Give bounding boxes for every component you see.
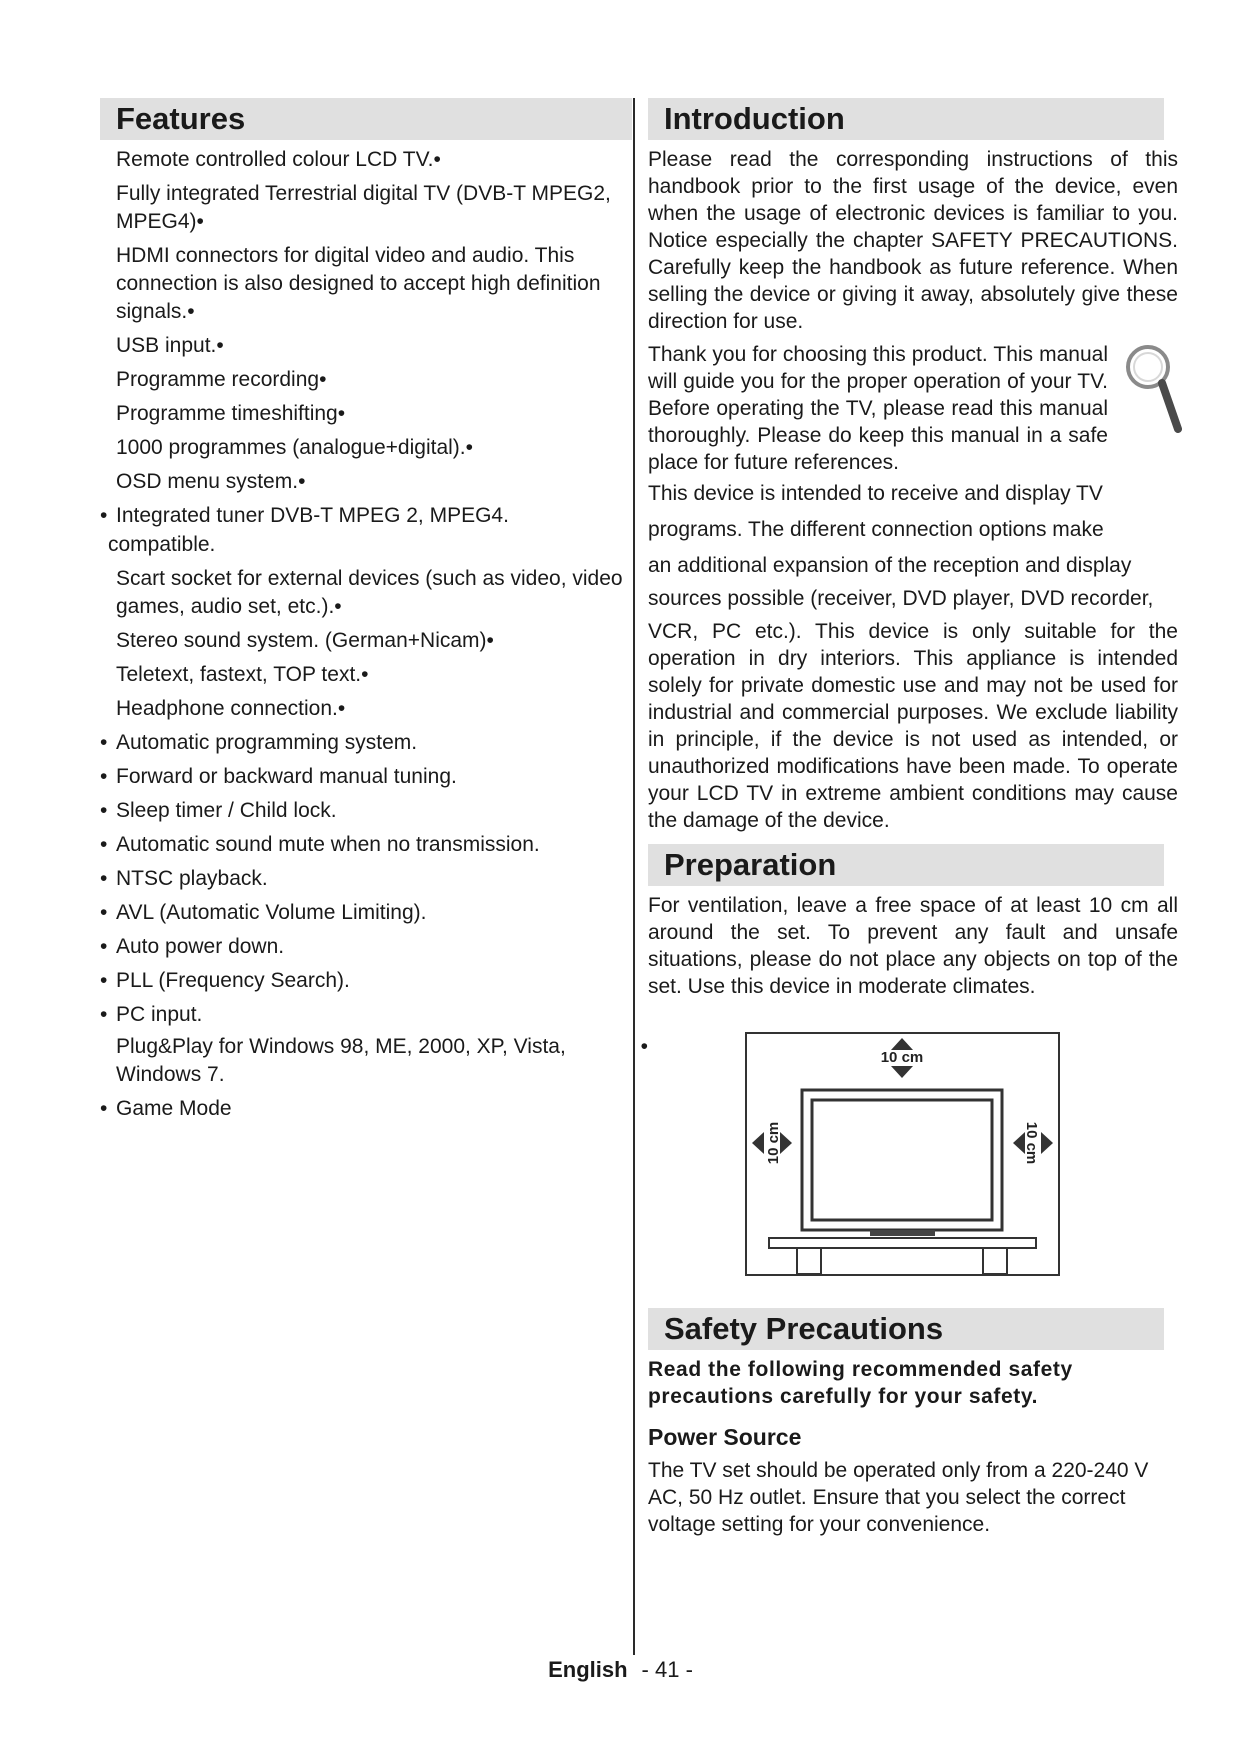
intro-paragraph-6: sources possible (receiver, DVD player, DVD recorder, xyxy=(648,587,1154,610)
feature-item xyxy=(100,366,632,394)
feature-item xyxy=(100,729,632,757)
feature-item xyxy=(100,933,632,961)
feature-text: Automatic programming system. xyxy=(116,731,418,754)
feature-item xyxy=(100,967,632,995)
magnifier-icon xyxy=(1122,341,1182,433)
feature-item xyxy=(100,899,632,927)
feature-item xyxy=(100,468,632,496)
feature-text: Programme timeshifting xyxy=(116,402,338,425)
feature-item xyxy=(100,831,632,859)
feature-text: Forward or backward manual tuning. xyxy=(116,765,457,788)
power-source-text: The TV set should be operated only from a 220-240 V AC, 50 Hz outlet. Ensure that you select the correct voltage setting for your convenience. xyxy=(648,1459,1149,1536)
feature-item xyxy=(100,242,632,326)
feature-text: PC input. xyxy=(116,1003,203,1026)
right-column xyxy=(648,98,1178,1538)
feature-text: Headphone connection. xyxy=(116,697,338,720)
feature-text: compatible. xyxy=(108,533,216,556)
feature-text: Fully integrated Terrestrial digital TV (DVB-T MPEG2, MPEG4) xyxy=(116,182,611,233)
feature-text: Plug&Play for Windows 98, ME, 2000, XP, Vista, Windows 7. xyxy=(116,1035,566,1086)
feature-item xyxy=(100,146,632,174)
intro-thanks-block xyxy=(648,341,1178,476)
top-clearance-label: 10 cm xyxy=(880,1049,924,1066)
bullet-mark: • xyxy=(433,148,441,171)
feature-item xyxy=(100,180,632,236)
tv-clearance-diagram xyxy=(745,1032,1060,1276)
feature-item xyxy=(100,1095,632,1123)
bullet-mark: • xyxy=(319,368,327,391)
intro-paragraph-4: programs. The different connection options make xyxy=(648,518,1104,541)
feature-text: PLL (Frequency Search). xyxy=(116,969,350,992)
intro-paragraph-7: VCR, PC etc.). This device is only suitable for the operation in dry interiors. This appliance is intended solely for private domestic use and may not be used for industrial and commercial purposes. We exclude liability in principle, if the device is not used as intended, or unauthorized modifications have been made. To operate your LCD TV in extreme ambient conditions may cause the damage of the device. xyxy=(648,620,1178,832)
feature-item xyxy=(100,1001,632,1029)
feature-text: Auto power down. xyxy=(116,935,285,958)
feature-text: USB input. xyxy=(116,334,217,357)
ventilation-figure xyxy=(745,1032,1060,1276)
preparation-text: For ventilation, leave a free space of at least 10 cm all around the set. To prevent any fault and unsafe situations, please do not place any objects on top of the set. Use this device in moderate climates. xyxy=(648,894,1178,998)
feature-text: Scart socket for external devices (such as video, video games, audio set, etc.). xyxy=(116,567,623,618)
feature-text: 1000 programmes (analogue+digital). xyxy=(116,436,466,459)
bullet-mark: • xyxy=(187,300,195,323)
bullet-mark: • xyxy=(361,663,369,686)
feature-item xyxy=(100,695,632,723)
power-source-heading: Power Source xyxy=(648,1424,802,1450)
introduction-heading: Introduction xyxy=(648,98,1164,140)
page-footer xyxy=(0,1657,1241,1683)
feature-item xyxy=(100,1033,648,1089)
intro-paragraph-2: Thank you for choosing this product. This manual will guide you for the proper operation of your TV. Before operating the TV, please read this manual thoroughly. Please do keep this manual in a safe place for future references. xyxy=(648,343,1108,474)
bullet-mark: • xyxy=(334,595,342,618)
feature-text: OSD menu system. xyxy=(116,470,299,493)
feature-text: Game Mode xyxy=(116,1097,232,1120)
feature-text: Automatic sound mute when no transmission. xyxy=(116,833,540,856)
feature-item xyxy=(100,865,632,893)
features-list xyxy=(100,146,648,1123)
feature-item xyxy=(100,531,632,559)
bullet-mark: • xyxy=(298,470,306,493)
bullet-mark: • xyxy=(337,402,346,425)
bullet-mark: • xyxy=(640,1035,648,1058)
feature-item xyxy=(100,627,632,655)
feature-text: Programme recording xyxy=(116,368,320,391)
bullet-mark: • xyxy=(465,436,473,459)
feature-item xyxy=(100,661,632,689)
feature-item xyxy=(100,434,632,462)
feature-text: Integrated tuner DVB-T MPEG 2, MPEG4. xyxy=(116,504,509,527)
bullet-mark: • xyxy=(486,629,494,652)
feature-item xyxy=(100,502,632,530)
intro-paragraph-5: an additional expansion of the reception and display xyxy=(648,554,1132,577)
feature-item xyxy=(100,400,632,428)
preparation-heading: Preparation xyxy=(648,844,1164,886)
feature-text: NTSC playback. xyxy=(116,867,268,890)
feature-text: Teletext, fastext, TOP text. xyxy=(116,663,362,686)
feature-item xyxy=(100,763,632,791)
feature-text: HDMI connectors for digital video and audio. This connection is also designed to accept high definition signals. xyxy=(116,244,601,323)
column-divider xyxy=(633,98,635,1655)
bullet-mark: • xyxy=(337,697,346,720)
feature-text: Stereo sound system. (German+Nicam) xyxy=(116,629,487,652)
footer-language: English xyxy=(548,1657,628,1682)
left-clearance-label: 10 cm xyxy=(765,1121,782,1165)
safety-heading: Safety Precautions xyxy=(648,1308,1164,1350)
intro-paragraph-1: Please read the corresponding instructions of this handbook prior to the first usage of the device, even when the usage of electronic devices is familiar to you. Notice especially the chapter SAFETY PRECAUTIONS. Carefully keep the handbook as future reference. When selling the device or giving it away, absolutely give these direction for use. xyxy=(648,148,1178,333)
feature-item xyxy=(100,565,632,621)
feature-text: Sleep timer / Child lock. xyxy=(116,799,337,822)
feature-item xyxy=(100,797,632,825)
right-clearance-label: 10 cm xyxy=(1023,1121,1040,1165)
bullet-mark: • xyxy=(196,210,204,233)
safety-lead: Read the following recommended safety precautions carefully for your safety. xyxy=(648,1358,1073,1408)
feature-text: AVL (Automatic Volume Limiting). xyxy=(116,901,427,924)
page-number: - 41 - xyxy=(641,1657,693,1682)
feature-item xyxy=(100,332,632,360)
bullet-mark: • xyxy=(216,334,224,357)
features-heading: Features xyxy=(100,98,632,140)
features-column xyxy=(100,98,648,1123)
feature-text: Remote controlled colour LCD TV. xyxy=(116,148,434,171)
intro-paragraph-3: This device is intended to receive and display TV xyxy=(648,482,1103,505)
